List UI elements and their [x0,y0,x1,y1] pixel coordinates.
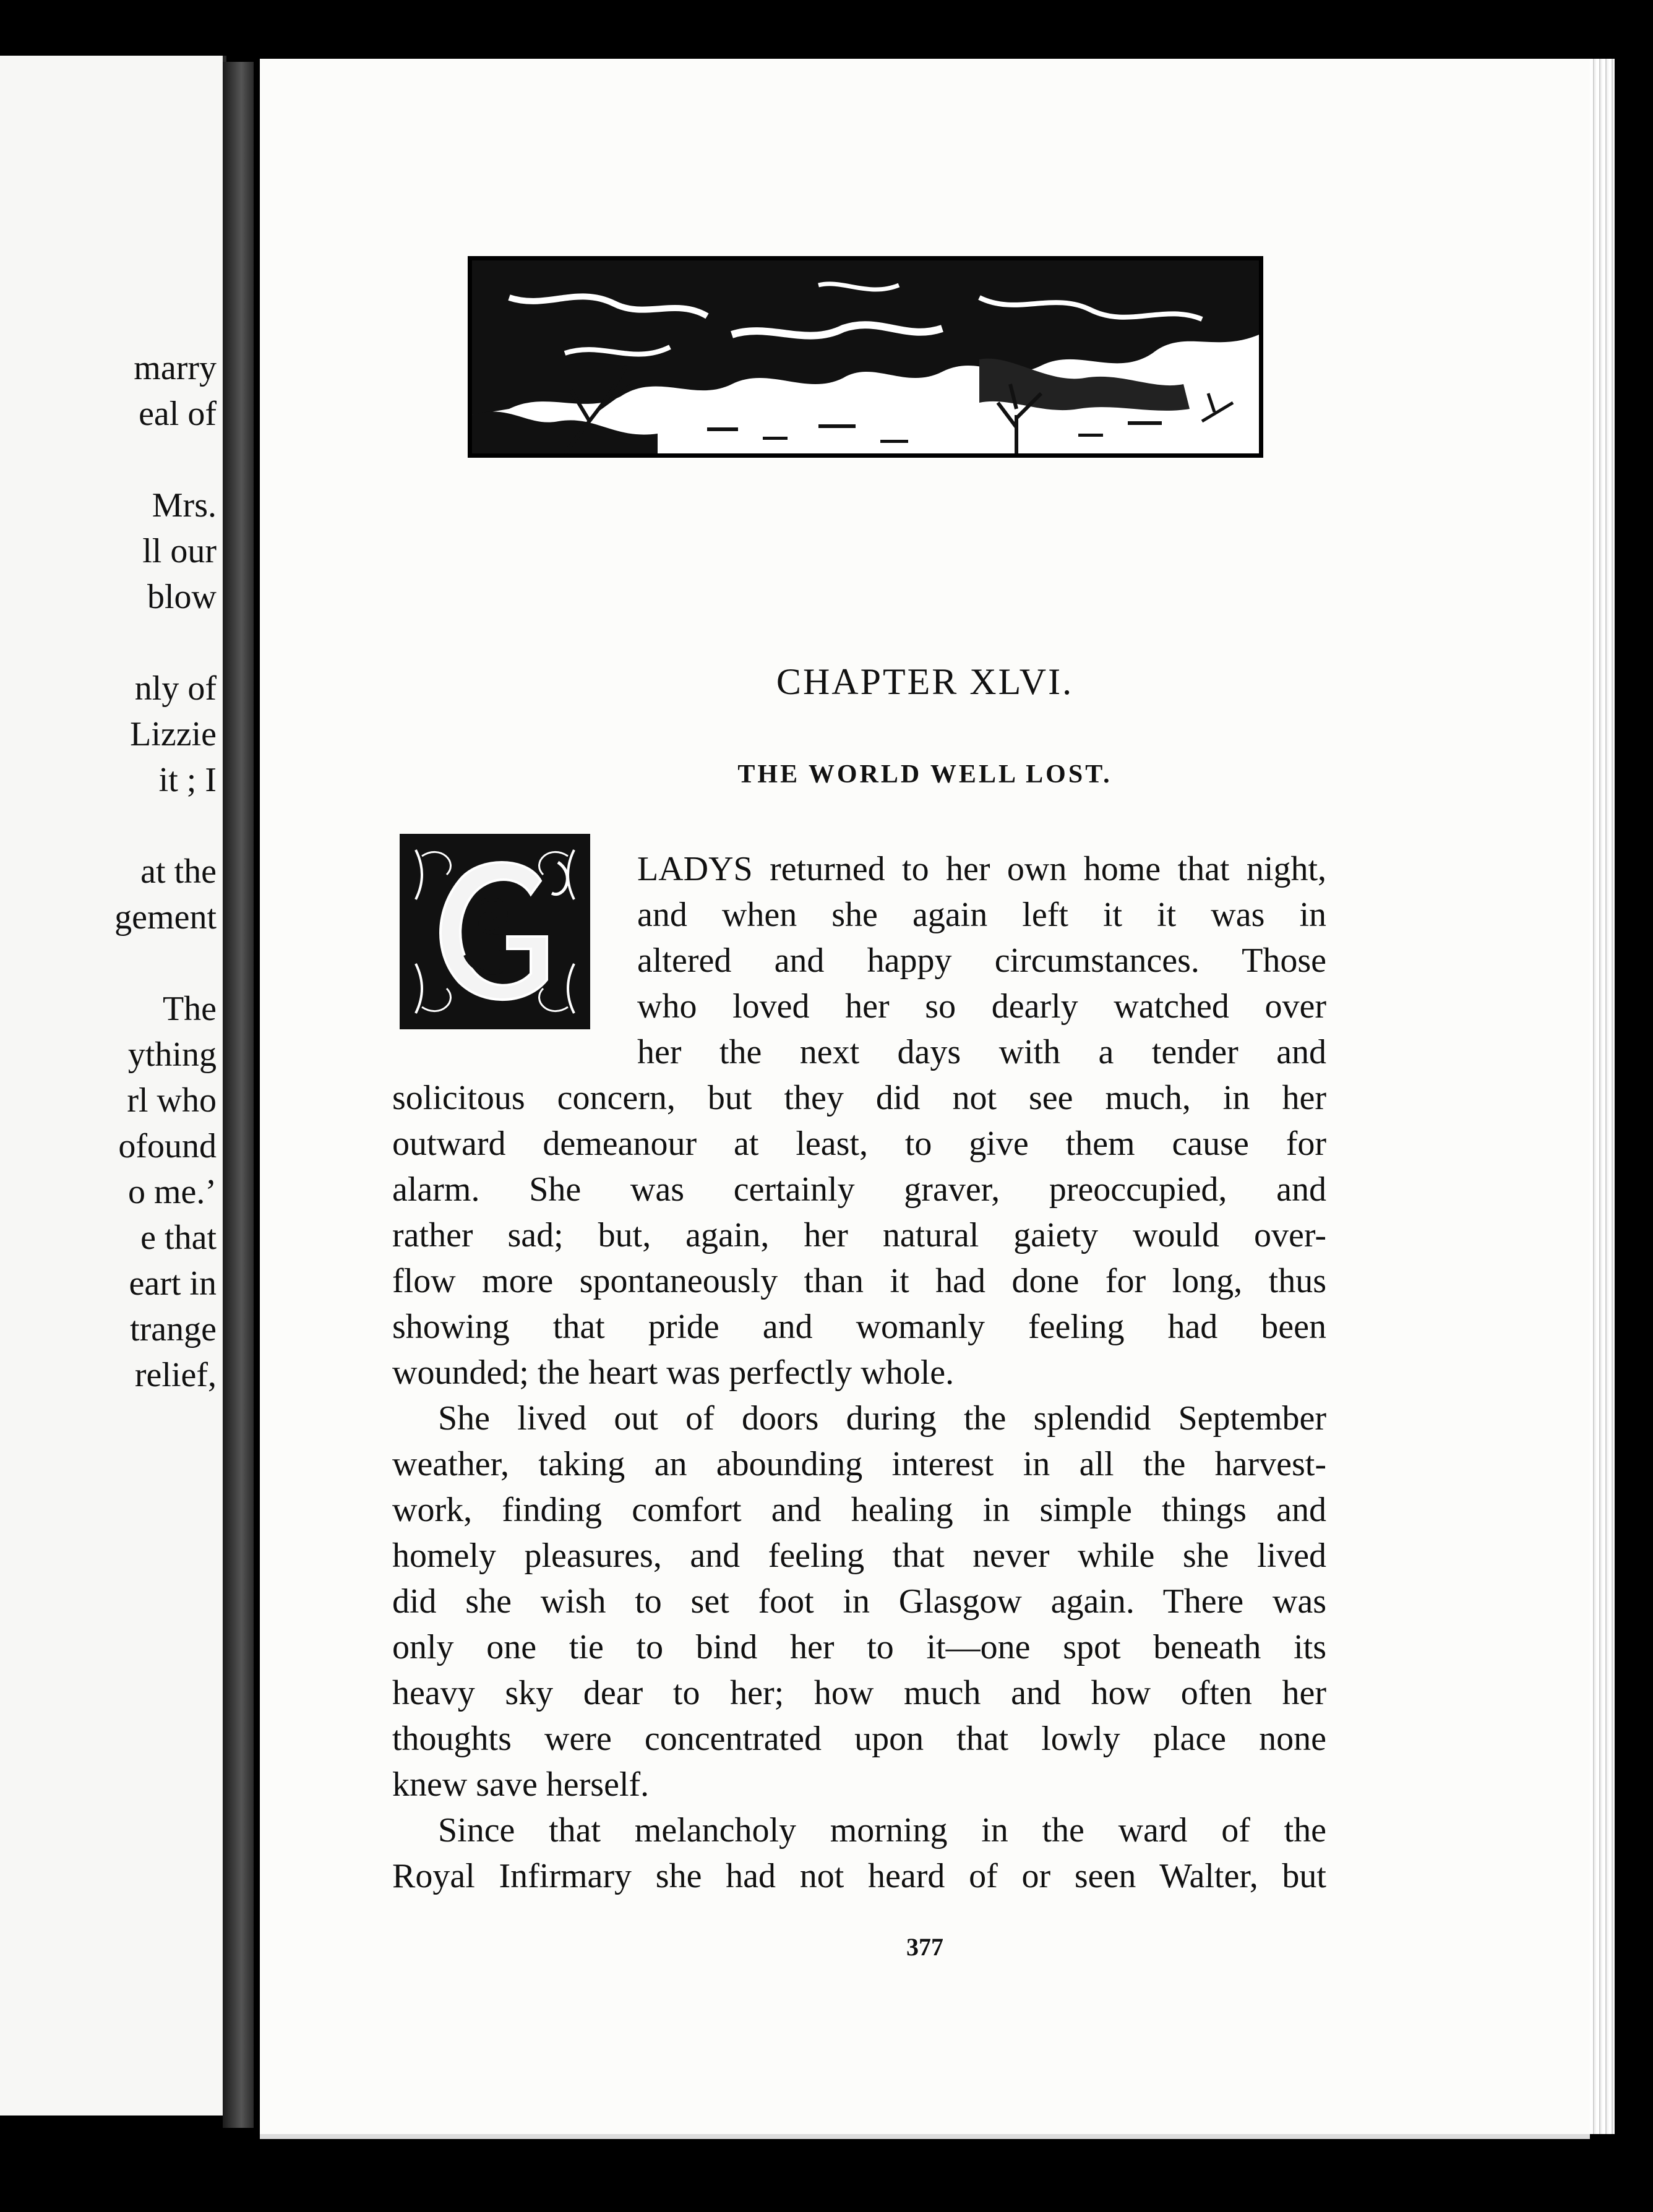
left-line: e that [140,1219,217,1257]
left-line: The [162,990,217,1028]
left-line: blow [147,578,217,616]
left-page [0,56,226,2116]
page-edges [1590,59,1615,2134]
text-line: rather sad; but, again, her natural gaiety would over- [392,1216,1326,1254]
text-line: did she wish to set foot in Glasgow again. There was [392,1582,1326,1621]
left-line: ofound [118,1127,217,1165]
left-page-text [0,254,217,1398]
text-line: only one tie to bind her to it—one spot beneath its [392,1628,1326,1666]
left-line: eal of [139,395,217,433]
text-line: homely pleasures, and feeling that never while she lived [392,1537,1326,1575]
left-line: trange [130,1310,217,1348]
winter-landscape-engraving [472,260,1259,453]
text-line: wounded; the heart was perfectly whole. [392,1353,955,1392]
text-line: solicitous concern, but they did not see much, in her [392,1079,1326,1117]
text-line: heavy sky dear to her; how much and how often her [392,1674,1326,1712]
text-line: altered and happy circumstances. Those [637,941,1326,980]
left-line: eart in [129,1264,217,1303]
left-line: nly of [134,669,217,708]
text-line: knew save herself. [392,1765,650,1804]
text-line: flow more spontaneously than it had done for long, thus [392,1262,1326,1300]
left-line: ything [127,1035,217,1074]
left-line: ll our [142,532,217,570]
text-line: who loved her so dearly watched over [637,987,1326,1026]
text-line: work, finding comfort and healing in simple things and [392,1491,1326,1529]
text-line: She lived out of doors during the splendid September [438,1399,1326,1438]
chapter-title: CHAPTER XLVI. [776,661,1074,702]
text-line: LADYS returned to her own home that night, [637,850,1326,888]
headpiece-illustration [468,256,1263,458]
left-line: Mrs. [152,486,217,525]
left-line: o me.’ [127,1173,217,1211]
left-line: relief, [134,1356,217,1394]
left-line: it ; I [158,761,217,799]
text-line: showing that pride and womanly feeling had been [392,1308,1326,1346]
text-line: and when she again left it it was in [637,896,1326,934]
left-line: at the [140,852,217,891]
book-gutter [223,62,254,2128]
text-line: Royal Infirmary she had not heard of or seen Walter, but [392,1857,1326,1895]
left-line: marry [134,349,217,387]
left-line: rl who [127,1081,217,1120]
text-line: weather, taking an abounding interest in all the harvest- [392,1445,1326,1483]
left-line: gement [114,898,217,937]
text-line: outward demeanour at least, to give them cause for [392,1125,1326,1163]
page-bottom-edge [260,2134,1590,2139]
text-line: thoughts were concentrated upon that lowly place none [392,1720,1326,1758]
body-text [392,846,1326,1899]
chapter-subtitle: THE WORLD WELL LOST. [737,760,1112,789]
text-line: her the next days with a tender and [637,1033,1326,1071]
left-line: Lizzie [130,715,217,753]
text-line: alarm. She was certainly graver, preoccupied, and [392,1170,1326,1209]
page-number: 377 [906,1933,943,1961]
text-line: Since that melancholy morning in the ward of the [438,1811,1326,1850]
